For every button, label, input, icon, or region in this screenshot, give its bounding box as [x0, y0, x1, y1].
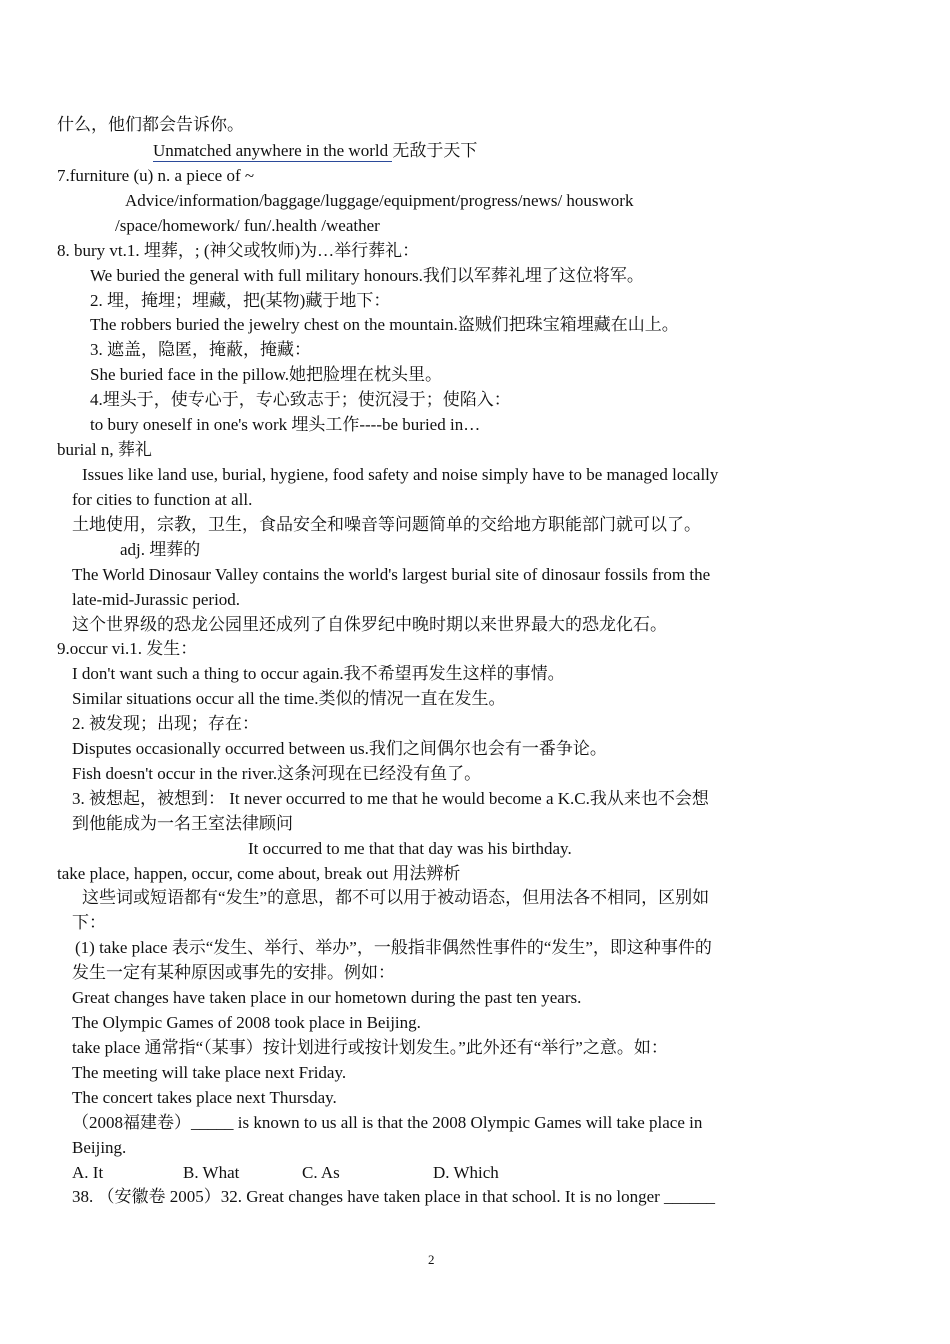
text-line: take place 通常指“（某事）按计划进行或按计划发生。”此外还有“举行”之意。如： — [72, 1038, 668, 1057]
text-line: late-mid-Jurassic period. — [72, 590, 241, 609]
underlined-phrase — [153, 141, 477, 161]
option-d: D. Which — [433, 1163, 499, 1182]
text-line: The concert takes place next Thursday. — [72, 1088, 337, 1107]
text-line: adj. 埋葬的 — [120, 540, 201, 559]
text-segment: 无敌于天下 — [392, 141, 478, 160]
text-line: /space/homework/ fun/.health /weather — [115, 216, 380, 235]
text-line: 发生一定有某种原因或事先的安排。例如： — [72, 963, 395, 982]
option-b: B. What — [183, 1163, 240, 1182]
text-line: Disputes occasionally occurred between us.我们之间偶尔也会有一番争论。 — [72, 739, 607, 758]
text-line: The World Dinosaur Valley contains the world's largest burial site of dinosaur fossils from the — [72, 565, 711, 584]
text-line: Issues like land use, burial, hygiene, food safety and noise simply have to be managed locally — [82, 465, 719, 484]
text-line: 下： — [72, 913, 106, 932]
underlined-text: Unmatched anywhere in the world — [153, 141, 393, 160]
option-c: C. As — [302, 1163, 340, 1182]
text-line: She buried face in the pillow.她把脸埋在枕头里。 — [90, 365, 443, 384]
text-line: (1) take place 表示“发生、举行、举办”，一般指非偶然性事件的“发生”，即这种事件的 — [75, 938, 712, 957]
text-line: 4.埋头于，使专心于，专心致志于；使沉浸于；使陷入： — [90, 390, 511, 409]
text-line: 这个世界级的恐龙公园里还成列了自侏罗纪中晚时期以来世界最大的恐龙化石。 — [72, 615, 667, 634]
text-line: Advice/information/baggage/luggage/equipment/progress/news/ houswork — [125, 191, 634, 210]
text-line: 3. 遮盖，隐匿，掩蔽，掩藏： — [90, 340, 311, 359]
text-line: （2008福建卷）_____ is known to us all is that the 2008 Olympic Games will take place in — [72, 1113, 703, 1132]
text-line: burial n, 葬礼 — [57, 440, 152, 459]
text-line: take place, happen, occur, come about, break out 用法辨析 — [57, 864, 461, 883]
text-line: 9.occur vi.1. 发生： — [57, 639, 198, 658]
text-line: Fish doesn't occur in the river.这条河现在已经没有鱼了。 — [72, 764, 482, 783]
text-line: 3. 被想起，被想到： It never occurred to me that he would become a K.C.我从来也不会想 — [72, 789, 709, 808]
text-line: We buried the general with full military honours.我们以军葬礼埋了这位将军。 — [90, 266, 644, 285]
text-line: 7.furniture (u) n. a piece of ~ — [57, 166, 255, 185]
text-line: 2. 埋，掩埋；埋藏，把(某物)藏于地下： — [90, 291, 391, 310]
text-line: The meeting will take place next Friday. — [72, 1063, 347, 1082]
text-line: Great changes have taken place in our hometown during the past ten years. — [72, 988, 582, 1007]
text-line: for cities to function at all. — [72, 490, 253, 509]
text-line: 土地使用，宗教，卫生，食品安全和噪音等问题简单的交给地方职能部门就可以了。 — [72, 515, 701, 534]
text-line: to bury oneself in one's work 埋头工作----be buried in… — [90, 415, 481, 434]
text-line: I don't want such a thing to occur again.我不希望再发生这样的事情。 — [72, 664, 565, 683]
text-line: 到他能成为一名王室法律顾问 — [72, 814, 293, 833]
text-line: The Olympic Games of 2008 took place in Beijing. — [72, 1013, 421, 1032]
text-line: 2. 被发现；出现；存在： — [72, 714, 259, 733]
text-line: 38. （安徽卷 2005）32. Great changes have taken place in that school. It is no longer ______ — [72, 1187, 716, 1206]
text-line: The robbers buried the jewelry chest on the mountain.盗贼们把珠宝箱埋藏在山上。 — [90, 315, 679, 334]
text-line: Similar situations occur all the time.类似的情况一直在发生。 — [72, 689, 506, 708]
page-number: 2 — [428, 1252, 435, 1267]
option-a: A. It — [72, 1163, 104, 1182]
text-line: 什么，他们都会告诉你。 — [57, 115, 244, 134]
text-line: 8. bury vt.1. 埋葬，; (神父或牧师)为…举行葬礼： — [57, 241, 420, 260]
text-line: 这些词或短语都有“发生”的意思，都不可以用于被动语态，但用法各不相同，区别如 — [82, 888, 710, 907]
text-line: Beijing. — [72, 1138, 127, 1157]
text-line: It occurred to me that that day was his birthday. — [248, 839, 572, 858]
